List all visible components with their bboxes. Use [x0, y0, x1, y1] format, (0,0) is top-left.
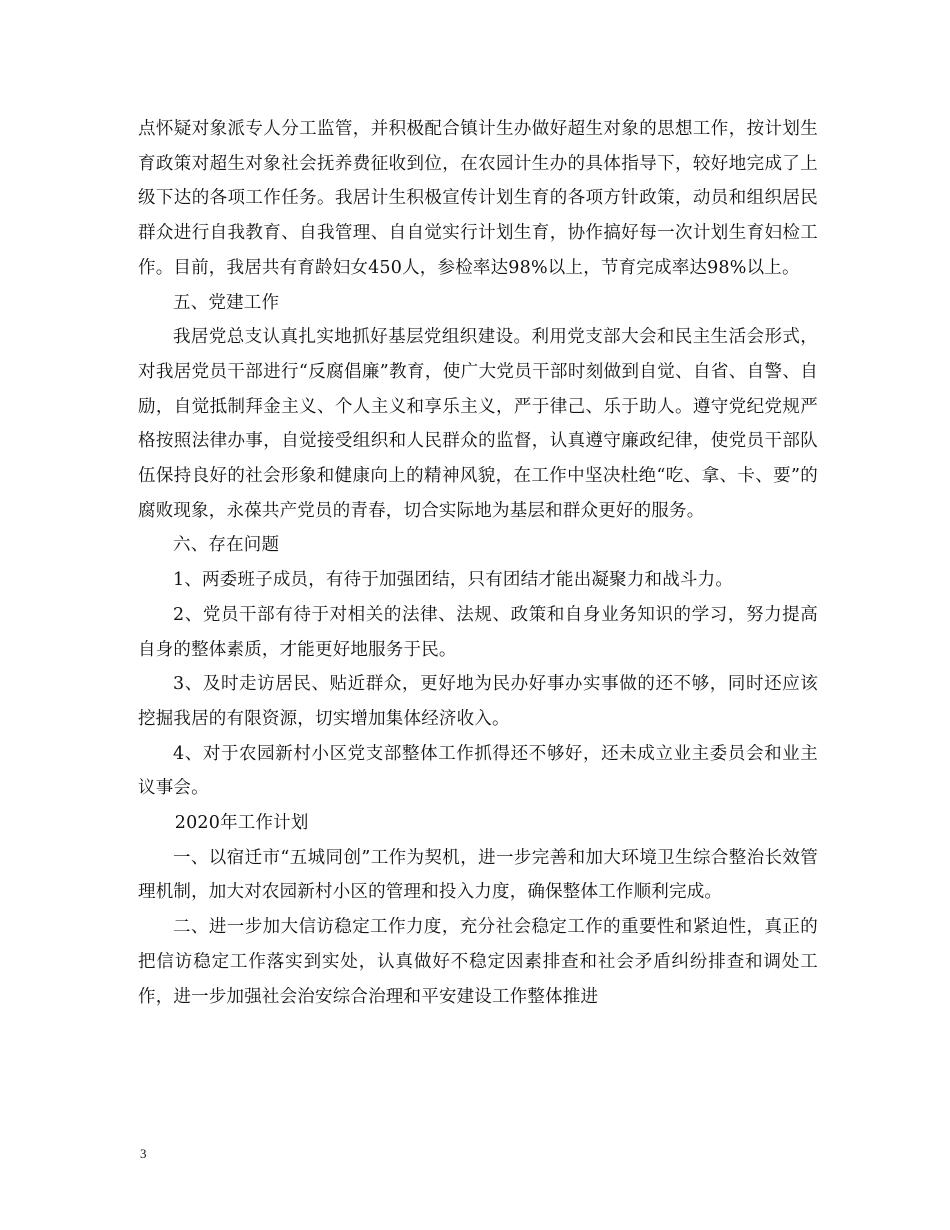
- problem-item-1: 1、两委班子成员，有待于加强团结，只有团结才能出凝聚力和战斗力。: [173, 570, 734, 591]
- problem-item-4: 4、对于农园新村小区党支部整体工作抓得还不够好，还未成立业主委员会和业主议事会。: [138, 743, 818, 799]
- heading-work-plan-2020: 2020年工作计划: [174, 813, 309, 834]
- page-number: 3: [140, 1146, 147, 1161]
- problem-item-3: 3、及时走访居民、贴近群众，更好地为民办好事办实事做的还不够，同时还应该挖掘我居的有限资源，切实增加集体经济收入。: [138, 674, 818, 729]
- plan-item-1: 一、以宿迁市“五城同创”工作为契机，进一步完善和加大环境卫生综合整治长效管理机制，加大对农园新村小区的管理和投入力度，确保整体工作顺利完成。: [138, 847, 818, 903]
- problem-item-2: 2、党员干部有待于对相关的法律、法规、政策和自身业务知识的学习，努力提高自身的整体素质，才能更好地服务于民。: [138, 604, 818, 660]
- heading-party-building: 五、党建工作: [173, 292, 280, 313]
- plan-item-2: 二、进一步加大信访稳定工作力度，充分社会稳定工作的重要性和紧迫性，真正的把信访稳定工作落实到实处，认真做好不稳定因素排查和社会矛盾纠纷排查和调处工作，进一步加强社会治安综合治理和平安建设工作整体推进: [138, 917, 818, 1007]
- document-body: [138, 112, 818, 1014]
- heading-existing-problems: 六、存在问题: [173, 535, 280, 556]
- paragraph-family-planning-continued: 点怀疑对象派专人分工监管，并积极配合镇计生办做好超生对象的思想工作，按计划生育政策对超生对象社会抚养费征收到位，在农园计生办的具体指导下，较好地完成了上级下达的各项工作任务。我居计生积极宣传计划生育的各项方针政策，动员和组织居民群众进行自我教育、自我管理、自自觉实行计划生育，协作搞好每一次计划生育妇检工作。目前，我居共有育龄妇女450人，参检率达98%以上，节育完成率达98%以上。: [138, 119, 818, 278]
- paragraph-party-building: 我居党总支认真扎实地抓好基层党组织建设。利用党支部大会和民主生活会形式，对我居党员干部进行“反腐倡廉”教育，使广大党员干部时刻做到自觉、自省、自警、自励，自觉抵制拜金主义、个人主义和享乐主义，严于律己、乐于助人。遵守党纪党规严格按照法律办事，自觉接受组织和人民群众的监督，认真遵守廉政纪律，使党员干部队伍保持良好的社会形象和健康向上的精神风貌，在工作中坚决杜绝“吃、拿、卡、要”的腐败现象，永葆共产党员的青春，切合实际地为基层和群众更好的服务。: [138, 327, 818, 521]
